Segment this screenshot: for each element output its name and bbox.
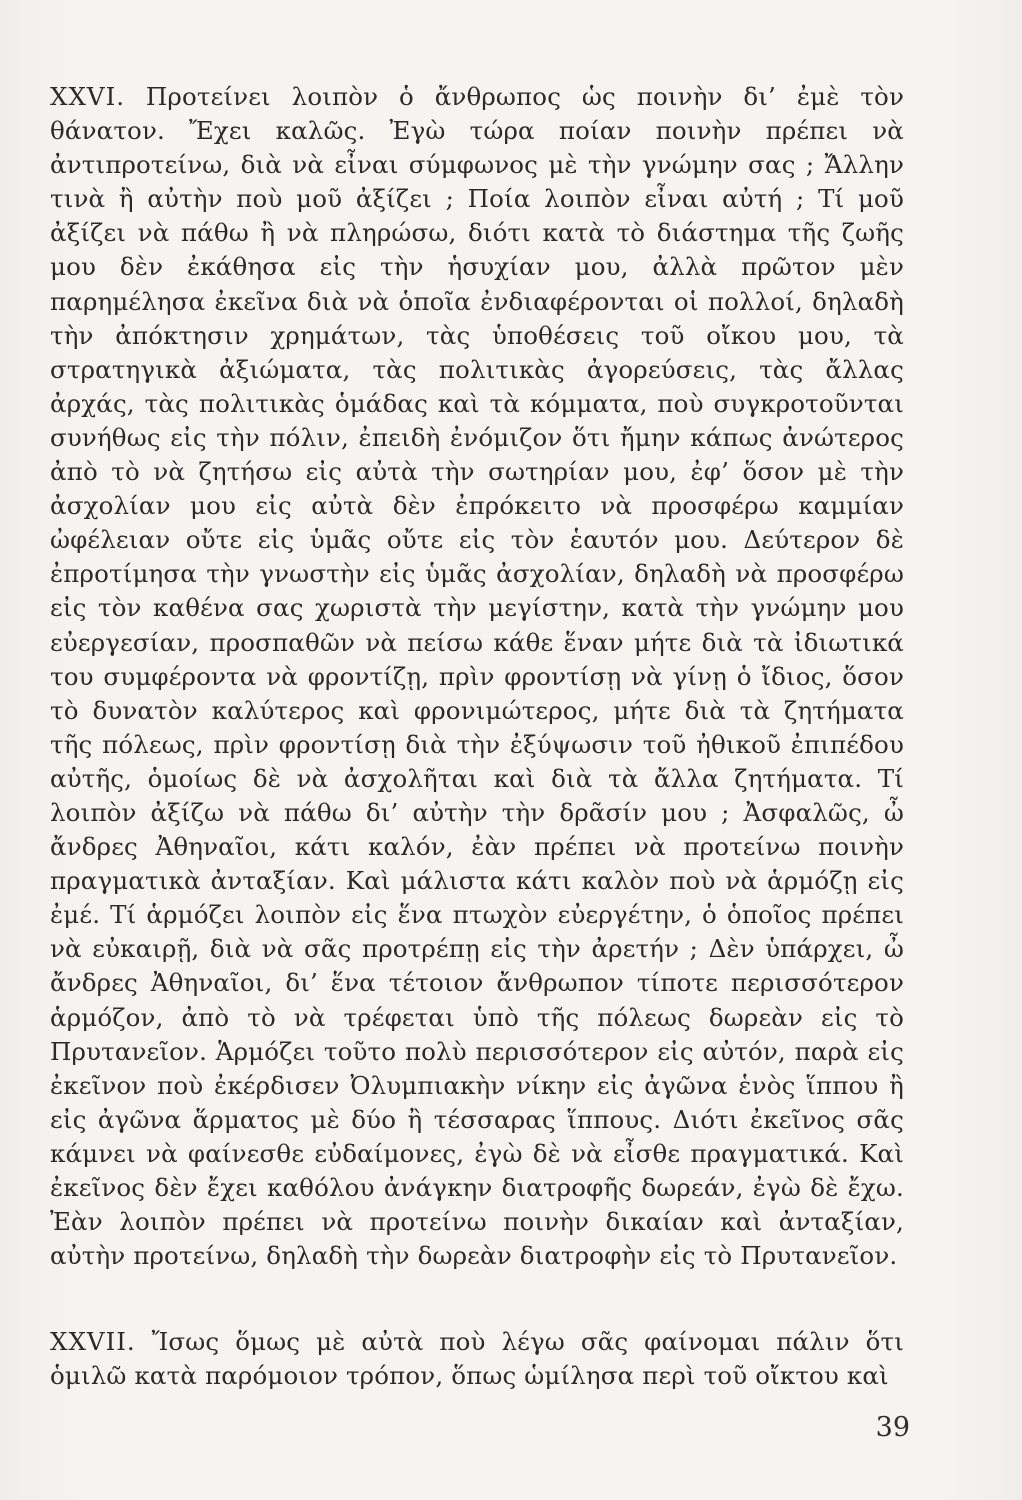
paragraph xyxy=(50,80,904,1273)
section-text: Προτείνει λοιπὸν ὁ ἄνθρωπος ὡς ποινὴν δι’ ἐμὲ τὸν θάνατον. Ἔχει καλῶς. Ἐγὼ τώρα ποίαν ποινὴν πρέπει νὰ ἀντιπροτείνω, διὰ νὰ εἶναι σύμφωνος μὲ τὴν γνώμην σας ; Ἄλλην τινὰ ἢ αὐτὴν ποὺ μοῦ ἀξίζει ; Ποία λοιπὸν εἶναι αὐτή ; Τί μοῦ ἀξίζει νὰ πάθω ἢ νὰ πληρώσω, διότι κατὰ τὸ διάστημα τῆς ζωῆς μου δὲν ἐκάθησα εἰς τὴν ἡσυχίαν μου, ἀλλὰ πρῶτον μὲν παρημέλησα ἐκεῖνα διὰ νὰ ὁποῖα ἐνδιαφέρονται οἱ πολλοί, δηλαδὴ τὴν ἀπόκτησιν χρημάτων, τὰς ὑποθέσεις τοῦ οἴκου μου, τὰ στρατηγικὰ ἀξιώματα, τὰς πολιτικὰς ἀγορεύσεις, τὰς ἄλλας ἀρχάς, τὰς πολιτικὰς ὁμάδας καὶ τὰ κόμματα, ποὺ συγκροτοῦνται συνήθως εἰς τὴν πόλιν, ἐπειδὴ ἐνόμιζον ὅτι ἤμην κάπως ἀνώτερος ἀπὸ τὸ νὰ ζητήσω εἰς αὐτὰ τὴν σωτηρίαν μου, ἐφ’ ὅσον μὲ τὴν ἀσχολίαν μου εἰς αὐτὰ δὲν ἐπρόκειτο νὰ προσφέρω καμμίαν ὠφέλειαν οὔτε εἰς ὑμᾶς οὔτε εἰς τὸν ἑαυτόν μου. Δεύτερον δὲ ἐπροτίμησα τὴν γνωστὴν εἰς ὑμᾶς ἀσχολίαν, δηλαδὴ νὰ προσφέρω εἰς τὸν καθένα σας χωριστὰ τὴν μεγίστην, κατὰ τὴν γνώμην μου εὐεργεσίαν, προσπαθῶν νὰ πείσω κάθε ἕναν μήτε διὰ τὰ ἰδιωτικά του συμφέροντα νὰ φροντίζῃ, πρὶν φροντίσῃ νὰ γίνῃ ὁ ἴδιος, ὅσον τὸ δυνατὸν καλύτερος καὶ φρονιμώτερος, μήτε διὰ τὰ ζητήματα τῆς πόλεως, πρὶν φροντίσῃ διὰ τὴν ἐξύψωσιν τοῦ ἠθικοῦ ἐπιπέδου αὐτῆς, ὁμοίως δὲ νὰ ἀσχολῆται καὶ διὰ τὰ ἄλλα ζητήματα. Τί λοιπὸν ἀξίζω νὰ πάθω δι’ αὐτὴν τὴν δρᾶσίν μου ; Ἀσφαλῶς, ὦ ἄνδρες Ἀθηναῖοι, κάτι καλόν, ἐὰν πρέπει νὰ προτείνω ποινὴν πραγματικὰ ἀνταξίαν. Καὶ μάλιστα κάτι καλὸν ποὺ νὰ ἁρμόζῃ εἰς ἐμέ. Τί ἁρμόζει λοιπὸν εἰς ἕνα πτωχὸν εὐεργέτην, ὁ ὁποῖος πρέπει νὰ εὐκαιρῇ, διὰ νὰ σᾶς προτρέπῃ εἰς τὴν ἀρετήν ; Δὲν ὑπάρχει, ὦ ἄνδρες Ἀθηναῖοι, δι’ ἕνα τέτοιον ἄνθρωπον τίποτε περισσότερον ἁρμόζον, ἀπὸ τὸ νὰ τρέφεται ὑπὸ τῆς πόλεως δωρεὰν εἰς τὸ Πρυτανεῖον. Ἁρμόζει τοῦτο πολὺ περισσότερον εἰς αὐτόν, παρὰ εἰς ἐκεῖνον ποὺ ἐκέρδισεν Ὀλυμπιακὴν νίκην εἰς ἀγῶνα ἑνὸς ἵππου ἢ εἰς ἀγῶνα ἅρματος μὲ δύο ἢ τέσσαρας ἵππους. Διότι ἐκεῖνος σᾶς κάμνει νὰ φαίνεσθε εὐδαίμονες, ἐγὼ δὲ νὰ εἶσθε πραγματικά. Καὶ ἐκεῖνος δὲν ἔχει καθόλου ἀνάγκην διατροφῆς δωρεάν, ἐγὼ δὲ ἔχω. Ἐὰν λοιπὸν πρέπει νὰ προτείνω ποινὴν δικαίαν καὶ ἀνταξίαν, αὐτὴν προτείνω, δηλαδὴ τὴν δωρεὰν διατροφὴν εἰς τὸ Πρυτανεῖον. xyxy=(50,82,904,1271)
section-number: XXVII. xyxy=(50,1327,136,1357)
section-xxvi xyxy=(50,80,904,1273)
section-text: Ἴσως ὅμως μὲ αὐτὰ ποὺ λέγω σᾶς φαίνομαι πάλιν ὅτι ὁμιλῶ κατὰ παρόμοιον τρόπον, ὅπως ὡμίλησα περὶ τοῦ οἴκτου καὶ xyxy=(50,1327,904,1391)
section-xxvii xyxy=(50,1325,904,1393)
page-number: 39 xyxy=(875,1412,910,1443)
section-number: XXVI. xyxy=(50,82,126,111)
paragraph xyxy=(50,1325,904,1393)
text-column xyxy=(50,80,904,1393)
